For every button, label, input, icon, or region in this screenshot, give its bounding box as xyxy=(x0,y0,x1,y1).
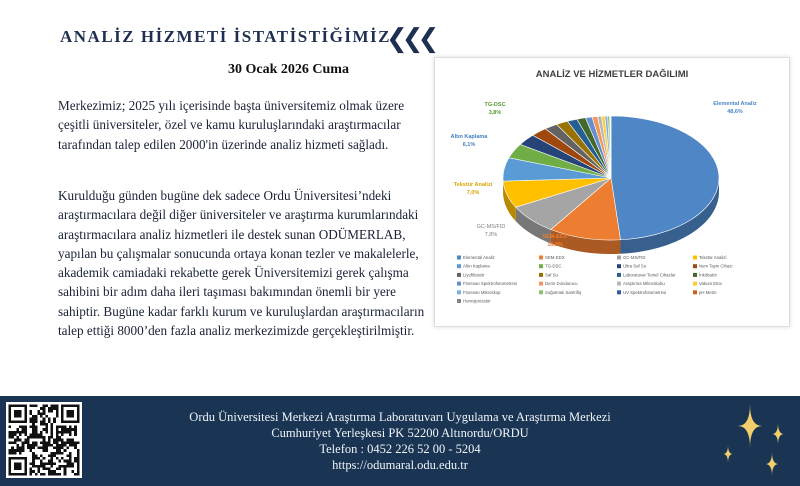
legend-label-20: Homojenizatör xyxy=(463,298,491,304)
data-label-value-4: 6,1% xyxy=(462,142,476,148)
legend-swatch-1 xyxy=(539,256,543,260)
legend-swatch-10 xyxy=(617,273,621,277)
legend-label-0: Elemental Analiz xyxy=(463,255,495,260)
pie-chart xyxy=(435,58,789,326)
legend-label-6: Ultra Saf Su xyxy=(623,263,647,269)
legend-label-2: GC-MS/FID xyxy=(623,255,646,260)
data-label-name-4: Altın Kaplama xyxy=(450,134,488,140)
data-label-name-1: SEM-EDX xyxy=(542,234,568,240)
footer-contact xyxy=(150,409,650,473)
legend-label-4: Altın Kaplama xyxy=(463,263,490,269)
page-title: ANALİZ HİZMETİ İSTATİSTİĞİMİZ xyxy=(60,27,392,46)
pie-chart-panel xyxy=(434,57,790,327)
legend-label-11: İnkübatör xyxy=(699,272,717,278)
legend-swatch-9 xyxy=(539,273,543,277)
data-label-value-2: 7,8% xyxy=(484,232,498,238)
data-label-name-3: Tekstür Analizi xyxy=(453,182,493,188)
legend-swatch-8 xyxy=(457,273,461,277)
legend-swatch-12 xyxy=(457,282,461,286)
data-label-value-5: 3,8% xyxy=(488,110,502,116)
paragraph-history: Kurulduğu günden bugüne dek sadece Ordu Üniversitesi’ndeki araştırmacılara değil diğer üniversiteler ve araştırma kurumlarındaki araştırmacılara analiz hizmetleri ile destek sunan ODÜMERLAB, yapılan bu çalışmalar sonucunda ortaya konan tezler ve makalelerle, akademik camiadaki rekabette gerek Üniversitemizi gerek çalışma sahibini bir adım daha ileri taşıması bakımından önemli bir yere sahiptir. Bugüne kadar farklı kurum ve kuruluşlardan araştırmacıların talep ettiği 8000’den fazla analiz merkezimizde gerçekleştirilmiştir. xyxy=(58,188,425,339)
legend-label-12: Floresan Spektrofotometresi xyxy=(463,281,517,287)
legend-label-5: TG-DSC xyxy=(545,263,562,269)
chart-title: ANALİZ VE HİZMETLER DAĞILIMI xyxy=(535,69,689,80)
legend-swatch-0 xyxy=(457,256,461,260)
legend-swatch-4 xyxy=(457,264,461,268)
legend-swatch-20 xyxy=(457,299,461,303)
legend-label-3: Tekstür Analizi xyxy=(699,255,727,260)
legend-swatch-14 xyxy=(617,282,621,286)
legend-label-10: Laboratuvar Temel Cihazlar xyxy=(623,272,676,278)
legend-label-13: Derin Dondurucu xyxy=(545,281,578,287)
legend-swatch-17 xyxy=(539,290,543,294)
sparkle-stars-icon xyxy=(710,396,800,486)
legend-label-9: Saf Su xyxy=(545,272,558,278)
legend-swatch-3 xyxy=(693,256,697,260)
legend-label-14: Araştırma Mikroskobu xyxy=(623,281,665,287)
legend-swatch-11 xyxy=(693,273,697,277)
date-line: 30 Ocak 2026 Cuma xyxy=(228,62,349,77)
data-label-name-0: Elemental Analiz xyxy=(713,101,757,107)
legend-swatch-13 xyxy=(539,282,543,286)
legend-label-16: Floresan Mikroskop xyxy=(463,289,501,295)
legend-swatch-19 xyxy=(693,290,697,294)
triple-chevron-left-icon: ❮❮❮ xyxy=(386,24,434,54)
data-label-value-0: 48,6% xyxy=(727,109,743,115)
legend-swatch-16 xyxy=(457,290,461,294)
footer-address: Cumhuriyet Yerleşkesi PK 52200 Altınordu/ORDU xyxy=(271,426,529,440)
legend-label-19: pH Metre xyxy=(699,289,717,295)
footer-phone: Telefon : 0452 226 52 00 - 5204 xyxy=(319,442,481,456)
data-label-name-2: GC-MS/FID xyxy=(476,224,506,230)
legend-swatch-6 xyxy=(617,264,621,268)
data-label-name-5: TG-DSC xyxy=(484,102,506,108)
qr-code-icon[interactable] xyxy=(6,402,82,478)
legend-swatch-5 xyxy=(539,264,543,268)
legend-label-7: Nem Tayin Cihazı xyxy=(699,263,733,269)
data-label-value-1: 10,8% xyxy=(547,242,563,248)
legend-swatch-15 xyxy=(693,282,697,286)
legend-swatch-2 xyxy=(617,256,621,260)
legend-label-8: Liyofilizatör xyxy=(463,272,485,278)
footer-website-link[interactable]: https://odumaral.odu.edu.tr xyxy=(332,458,468,472)
legend-swatch-7 xyxy=(693,264,697,268)
footer-bar xyxy=(0,396,800,486)
legend-label-17: Soğutmalı Santrifüj xyxy=(545,289,582,295)
legend-label-15: Vakum Etüv xyxy=(699,281,722,287)
data-label-value-3: 7,0% xyxy=(466,190,480,196)
paragraph-intro: Merkezimiz; 2025 yılı içerisinde başta üniversitemiz olmak üzere çeşitli üniversiteler, özel ve kamu kuruluşlarındaki araştırmacılar tarafından talep edilen 2000'in üzerinde analiz hizmeti sağladı. xyxy=(58,98,405,152)
footer-institution: Ordu Üniversitesi Merkezi Araştırma Laboratuvarı Uygulama ve Araştırma Merkezi xyxy=(189,410,611,424)
legend-swatch-18 xyxy=(617,290,621,294)
legend-label-18: UV Spektrofotometresi xyxy=(623,289,667,295)
legend-label-1: SEM-EDX xyxy=(545,255,565,260)
